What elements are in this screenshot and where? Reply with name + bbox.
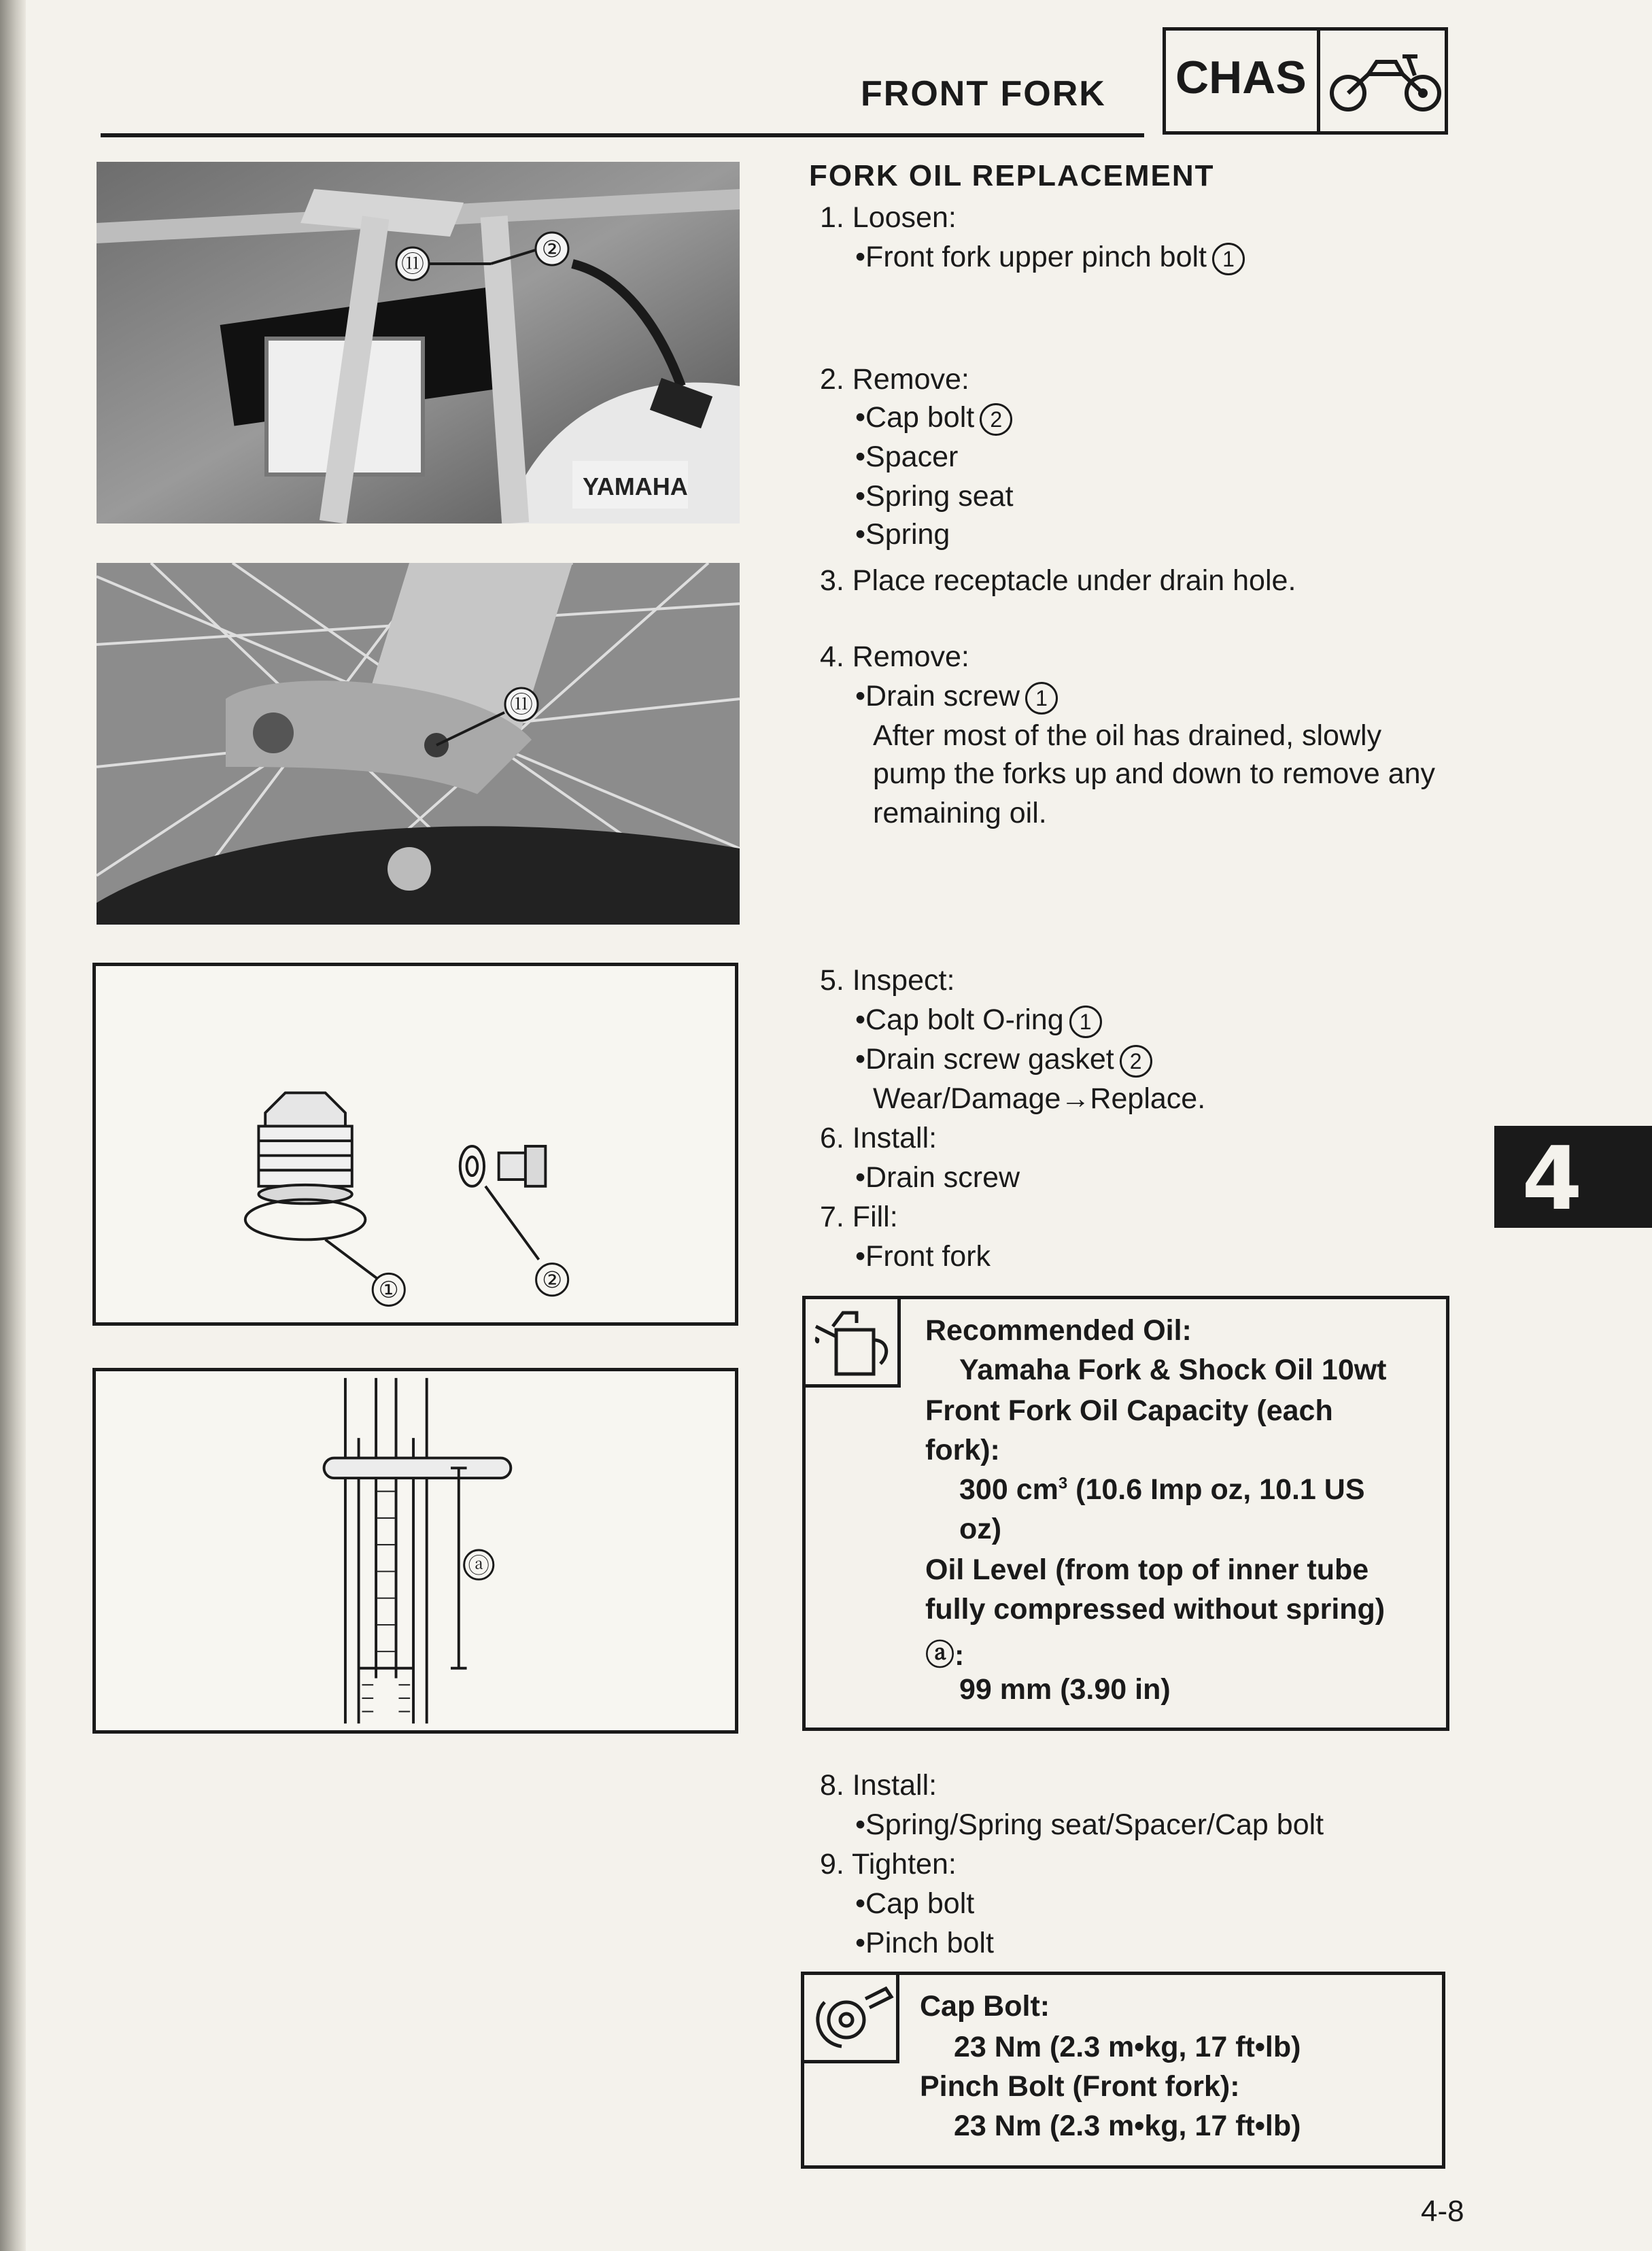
step-7-label: 7. Fill: [820, 1201, 898, 1233]
step-1-item-text: •Front fork upper pinch bolt [855, 241, 1207, 273]
oil-can-icon [806, 1299, 901, 1388]
step-9-item-cap-bolt: •Cap bolt [855, 1887, 975, 1920]
step-6-item: •Drain screw [855, 1161, 1020, 1194]
step-9-item-pinch-bolt: •Pinch bolt [855, 1927, 994, 1959]
section-divider [1317, 31, 1320, 131]
step-2-item-spring: •Spring [855, 518, 950, 551]
torque-spec-box [801, 1972, 1445, 2169]
oil-spec-line: Yamaha Fork & Shock Oil 10wt [959, 1354, 1387, 1386]
step-2-item-spring-seat: •Spring seat [855, 480, 1014, 513]
step-5-note: Wear/Damage→Replace. [873, 1082, 1206, 1115]
ref-1: 1 [1212, 243, 1245, 275]
ref-2: 2 [980, 403, 1012, 436]
step-6-label: 6. Install: [820, 1122, 937, 1154]
torque-spec-value: 23 Nm (2.3 m•kg, 17 ft•lb) [954, 2110, 1301, 2142]
chapter-tab [1494, 1126, 1652, 1228]
section-label: CHAS [1175, 52, 1307, 103]
step-4-note-line: After most of the oil has drained, slowly [873, 719, 1382, 752]
torque-spec-line: Pinch Bolt (Front fork): [920, 2070, 1240, 2103]
step-4-item-text: •Drain screw [855, 680, 1020, 712]
torque-spec-value: 23 Nm (2.3 m•kg, 17 ft•lb) [954, 2031, 1301, 2063]
section-title: FORK OIL REPLACEMENT [809, 159, 1215, 192]
step-9-label: 9. Tighten: [820, 1848, 957, 1880]
step-5-item [855, 1043, 1152, 1078]
oil-capacity-unit-sup: 3 [1058, 1474, 1068, 1493]
section-badge [1163, 27, 1448, 135]
oil-spec-box [802, 1296, 1449, 1731]
step-5-item [855, 1003, 1102, 1038]
step-4-label: 4. Remove: [820, 640, 969, 673]
callout-11: ⑪ [510, 691, 533, 719]
oil-spec-line: Front Fork Oil Capacity (each [925, 1394, 1333, 1427]
chapter-tab-number: 4 [1521, 1129, 1583, 1230]
step-2-item-spacer: •Spacer [855, 441, 959, 473]
torque-spec-line: Cap Bolt: [920, 1990, 1050, 2023]
step-1-label: 1. Loosen: [820, 201, 957, 234]
step-2-item [855, 401, 1012, 436]
oil-spec-line: ⓐ: [925, 1639, 965, 1672]
photo-drain-screw [97, 563, 740, 925]
step-5-label: 5. Inspect: [820, 964, 955, 997]
page-number: 4-8 [1421, 2195, 1464, 2228]
ref-1: 1 [1025, 682, 1058, 715]
step-7-item: •Front fork [855, 1240, 991, 1273]
step-1-item [855, 241, 1245, 275]
step-4-item [855, 680, 1058, 715]
step-4-note-line: remaining oil. [873, 797, 1047, 829]
oil-spec-line: fully compressed without spring) [925, 1593, 1386, 1626]
callout-a: ⓐ [468, 1553, 489, 1579]
oil-capacity-value: 300 cm [959, 1473, 1059, 1506]
step-4-note-line: pump the forks up and down to remove any [873, 757, 1436, 790]
callout-2: ② [542, 1266, 563, 1293]
binding-edge [0, 0, 26, 2251]
page-title: FRONT FORK [861, 74, 1106, 114]
oil-spec-line: fork): [925, 1434, 1000, 1466]
callout-2: ② [541, 236, 563, 263]
header-rule [101, 133, 1144, 137]
step-8-item: •Spring/Spring seat/Spacer/Cap bolt [855, 1808, 1324, 1841]
step-2-label: 2. Remove: [820, 363, 969, 396]
torque-wrench-icon [804, 1975, 899, 2063]
step-5-item-text: •Cap bolt O-ring [855, 1003, 1064, 1036]
yamaha-badge: YAMAHA [583, 472, 688, 500]
photo-handlebar-pinch-bolt [97, 162, 740, 523]
oil-spec-line: oz) [959, 1513, 1002, 1545]
oil-spec-line: Recommended Oil: [925, 1314, 1192, 1347]
step-8-label: 8. Install: [820, 1769, 937, 1802]
oil-level-value: 99 mm (3.90 in) [959, 1673, 1171, 1706]
step-3-label: 3. Place receptacle under drain hole. [820, 564, 1296, 597]
motorcycle-icon [1328, 47, 1443, 115]
step-2-item-text: •Cap bolt [855, 401, 975, 434]
oil-capacity-imperial: (10.6 Imp oz, 10.1 US [1067, 1473, 1365, 1506]
diagram-seals [92, 963, 738, 1326]
diagram-oil-level [92, 1368, 738, 1734]
callout-1: ① [378, 1276, 399, 1303]
step-5-item-text: •Drain screw gasket [855, 1043, 1114, 1076]
ref-2: 2 [1120, 1045, 1152, 1078]
oil-spec-line [959, 1473, 1365, 1507]
ref-1: 1 [1069, 1006, 1102, 1038]
oil-spec-line: Oil Level (from top of inner tube [925, 1553, 1369, 1586]
callout-11: ⑪ [401, 251, 424, 278]
